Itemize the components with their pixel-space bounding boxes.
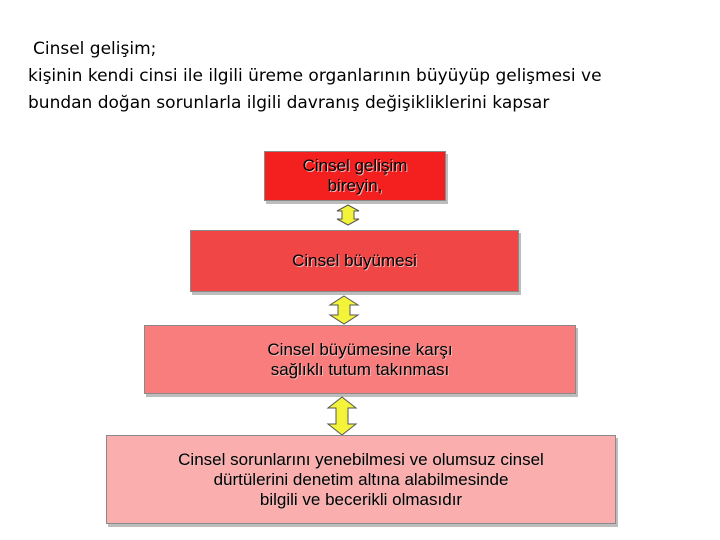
box3-line-1: Cinsel büyümesine karşı — [267, 339, 453, 359]
intro-line-2: bundan doğan sorunlarla ilgili davranış değişikliklerini kapsar — [28, 93, 550, 113]
box1-line-1: Cinsel gelişim — [302, 156, 408, 175]
double-arrow-icon-1 — [335, 204, 361, 226]
box-saglikli-tutum — [144, 325, 576, 394]
double-arrow-icon-3 — [326, 396, 358, 436]
box3-line-2: sağlıklı tutum takınması — [270, 359, 450, 379]
box2-line-1: Cinsel büyümesi — [292, 251, 417, 270]
box-cinsel-buyumesi — [190, 230, 519, 292]
intro-text — [28, 36, 708, 117]
intro-title: Cinsel gelişim; — [33, 39, 157, 59]
box4-line-3: bilgili ve becerikli olmasıdır — [259, 489, 463, 509]
box4-line-2: dürtülerini denetim altına alabilmesinde — [213, 469, 509, 489]
intro-line-1: kişinin kendi cinsi ile ilgili üreme organlarının büyüyüp gelişmesi ve — [28, 66, 602, 86]
box1-line-2: bireyin, — [327, 176, 383, 195]
double-arrow-icon-2 — [328, 295, 360, 325]
box-cinsel-gelisim — [264, 151, 446, 201]
box-cinsel-sorunlar — [106, 435, 616, 524]
box4-line-1: Cinsel sorunlarını yenebilmesi ve olumsuz cinsel — [178, 449, 544, 469]
